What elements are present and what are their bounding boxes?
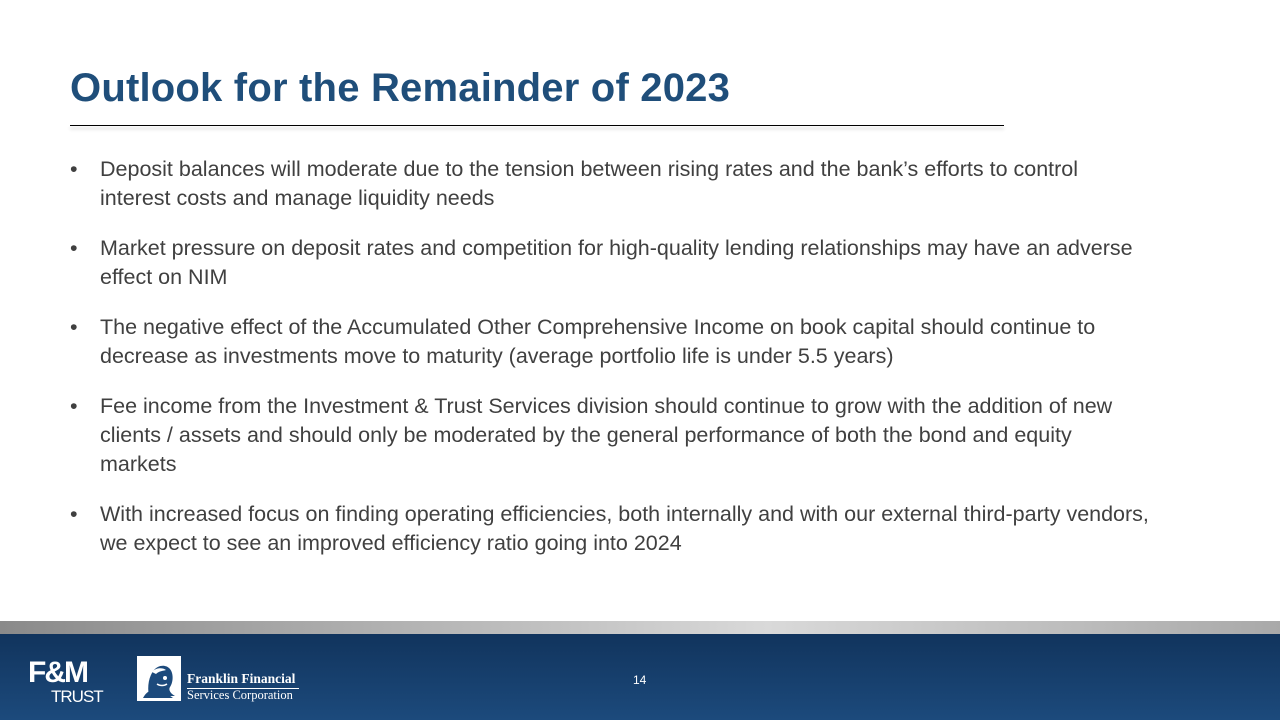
bullet-text: Deposit balances will moderate due to the tension between rising rates and the bank’s efforts to control interest costs and manage liquidity needs [100,157,1079,210]
franklin-financial-subtitle: Services Corporation [187,688,293,702]
bullet-marker: • [70,315,78,339]
bullet-marker: • [70,502,78,526]
franklin-portrait-emblem-icon [137,656,181,701]
bullet-text: With increased focus on finding operating efficiencies, both internally and with our external third-party vendors, we expect to see an improved efficiency ratio going into 2024 [100,502,1149,555]
fm-logo-mark: F&M [28,656,87,689]
bullet-item [70,155,1150,213]
bullet-marker: • [70,394,78,418]
slide-title: Outlook for the Remainder of 2023 [70,66,731,110]
bullet-marker: • [70,157,78,181]
franklin-financial-logo [137,656,307,702]
bullet-list [70,155,1150,579]
bullet-text: Market pressure on deposit rates and competition for high-quality lending relationships may have an adverse effect on NIM [100,236,1133,289]
bullet-item [70,500,1150,558]
fm-logo-trust: TRUST [51,687,103,706]
bullet-text: The negative effect of the Accumulated Other Comprehensive Income on book capital should continue to decrease as investments move to maturity (average portfolio life is under 5.5 years) [100,315,1096,368]
bullet-marker: • [70,236,78,260]
bullet-item [70,234,1150,292]
title-underline [70,125,1004,126]
bullet-item [70,313,1150,371]
bullet-text: Fee income from the Investment & Trust Services division should continue to grow with the addition of new clients / assets and should only be moderated by the general performance of both the bond and equity markets [100,394,1113,476]
page-number: 14 [633,673,647,687]
bullet-item [70,392,1150,479]
footer-divider-stripe [0,621,1280,634]
fm-trust-logo [28,658,112,706]
footer-band [0,634,1280,720]
franklin-financial-name: Franklin Financial [187,671,296,686]
